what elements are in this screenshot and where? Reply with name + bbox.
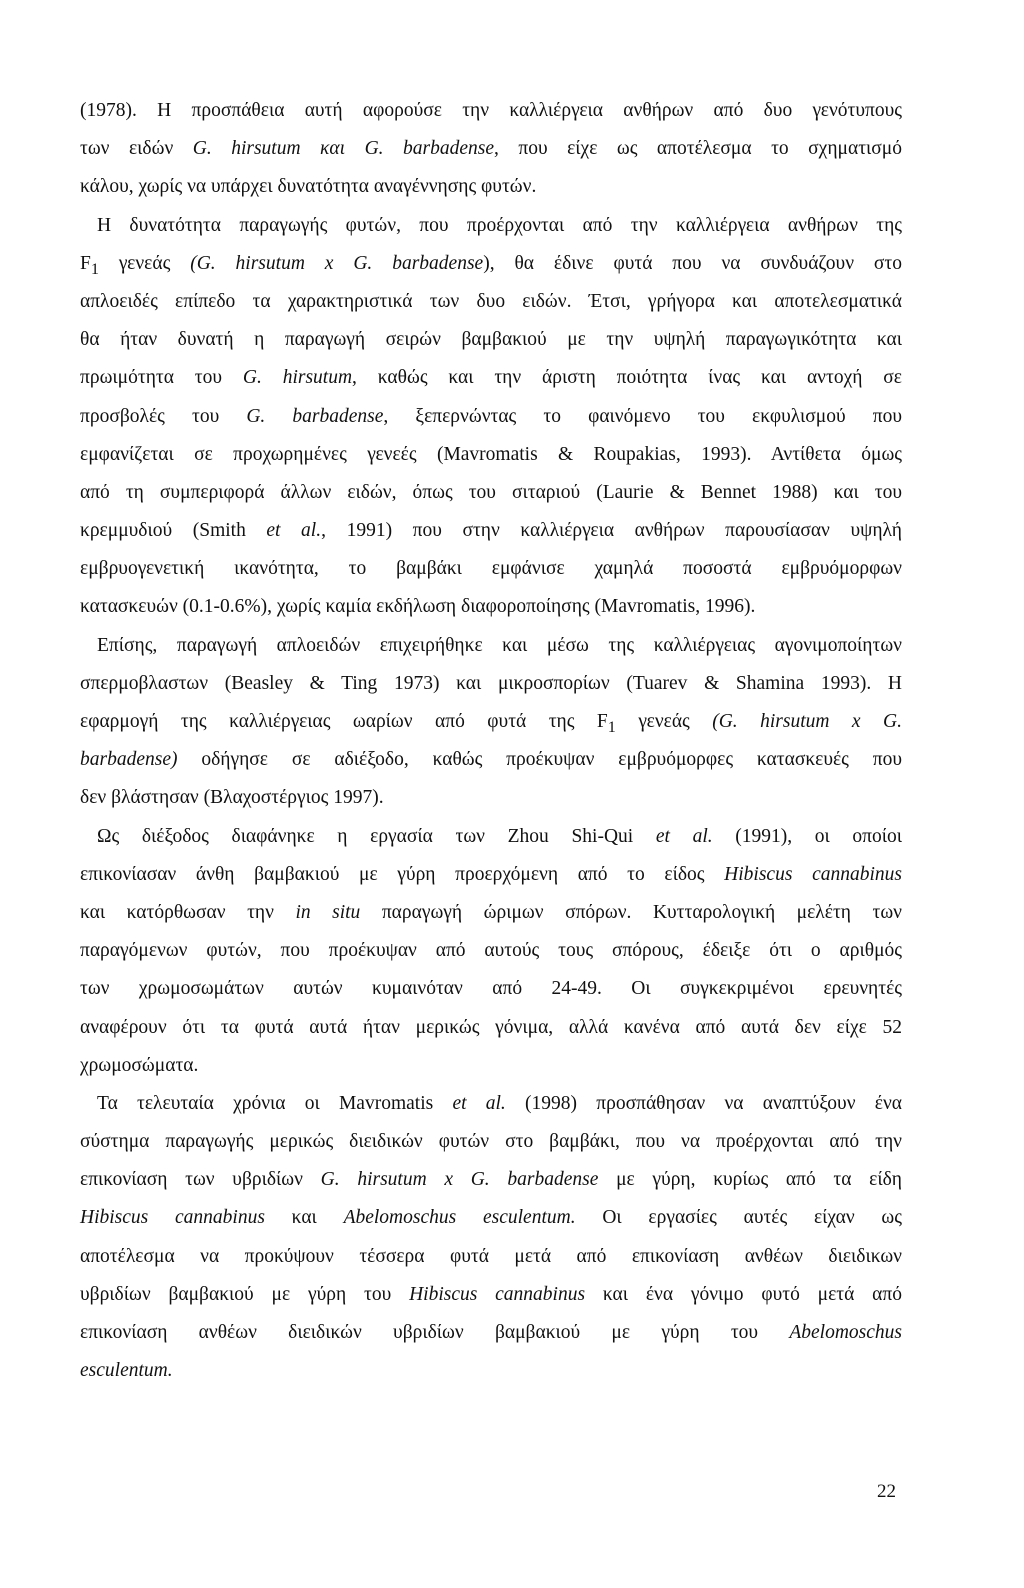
text-line: εμφανίζεται σε προχωρημένες γενεές (Mavromatis & Roupakias, 1993). Αντίθετα όμως [80,443,902,465]
text-line: προσβολές του G. barbadense, ξεπερνώντας το φαινόμενο του εκφυλισμού που [80,405,902,427]
text-line: εμβρυογενετική ικανότητα, το βαμβάκι εμφάνισε χαμηλά ποσοστά εμβρυόμορφων [80,558,902,580]
text-line: Η δυνατότητα παραγωγής φυτών, που προέρχονται από την καλλιέργεια ανθήρων της [97,214,902,236]
text-line: Ως διέξοδος διαφάνηκε η εργασία των Zhou Shi-Qui et al. (1991), οι οποίοι [97,825,903,847]
text-line: πρωιμότητα του G. hirsutum, καθώς και την άριστη ποιότητα ίνας και αντοχή σε [80,367,902,389]
text-line: κατασκευών (0.1-0.6%), χωρίς καμία εκδήλωση διαφοροποίησης (Mavromatis, 1996). [80,596,756,618]
italic-text: G. hirsutum x G. barbadense [320,1169,599,1191]
italic-text: Hibiscus cannabinus [80,1207,265,1229]
text-line: επικονίαση των υβριδίων G. hirsutum x G. barbadense με γύρη, κυρίως από τα είδη [80,1169,903,1191]
text-line: Τα τελευταία χρόνια οι Mavromatis et al. (1998) προσπάθησαν να αναπτύξουν ένα [97,1092,902,1114]
italic-text: G. hirsutum [192,138,301,160]
italic-text: (G. hirsutum x G. [712,711,902,732]
italic-text: in situ [295,901,361,923]
text-line: των χρωμοσωμάτων αυτών κυμαινόταν από 24-49. Οι συγκεκριμένοι ερευνητές [80,978,902,1000]
italic-text: barbadense) [80,749,178,771]
text-line: σύστημα παραγωγής μερικώς διειδικών φυτών στο βαμβάκι, που να προέρχονται από την [80,1131,902,1153]
subscript-text: 1 [607,717,616,736]
text-line [80,1352,902,1390]
text-line: (1978). Η προσπάθεια αυτή αφορούσε την καλλιέργεια ανθήρων από δυο γενότυπους [80,100,902,121]
text-line: αναφέρουν ότι τα φυτά αυτά ήταν μερικώς γόνιμα, αλλά κανένα από αυτά δεν είχε 52 [80,1016,902,1038]
body-text [80,92,902,1390]
text-line: barbadense) οδήγησε σε αδιέξοδο, καθώς προέκυψαν εμβρυόμορφες κατασκευές που [80,749,902,771]
text-line: παραγόμενων φυτών, που προέκυψαν από αυτούς τους σπόρους, έδειξε ότι ο αριθμός [80,940,902,962]
text-line: επικονίασαν άνθη βαμβακιού με γύρη προερχόμενη από το είδος Hibiscus cannabinus [80,863,902,885]
text-line: Hibiscus cannabinus και Abelomoschus esculentum. Οι εργασίες αυτές είχαν ως [80,1207,902,1229]
italic-text: G. barbadense [364,138,494,160]
text-line: απλοειδές επίπεδο τα χαρακτηριστικά των δυο ειδών. Έτσι, γρήγορα και αποτελεσματικά [80,290,902,312]
italic-text: G. hirsutum [242,367,353,389]
italic-text: Abelomoschus esculentum. [343,1207,576,1229]
page-number: 22 [877,1481,896,1502]
italic-text: esculentum. [80,1360,173,1382]
text-line: $F_1$ γενεάς (G. hirsutum x G. barbadense), θα έδινε φυτά που να συνδυάζουν στο [80,252,903,278]
italic-text: et al. [452,1092,506,1114]
italic-text: et al. [266,520,322,542]
subscript-text: 1 [90,259,99,278]
text-line: χρωμοσώματα. [80,1054,199,1076]
italic-text: Abelomoschus [789,1322,902,1343]
italic-text: G. barbadense [246,405,384,427]
text-line: δεν βλάστησαν (Βλαχοστέργιος 1997). [80,787,384,809]
italic-text: Hibiscus cannabinus [724,863,902,885]
italic-text: Hibiscus cannabinus [409,1283,586,1305]
text-line: από τη συμπεριφορά άλλων ειδών, όπως του σιταριού (Laurie & Bennet 1988) και του [80,481,902,503]
italic-text: (G. hirsutum x G. barbadense [190,252,484,274]
text-line: εφαρμογή της καλλιέργειας ωαρίων από φυτά της $F_1$ γενεάς (G. hirsutum x G. [80,711,902,736]
text-line: κάλου, χωρίς να υπάρχει δυνατότητα αναγέννησης φυτών. [80,176,537,198]
text-line: αποτέλεσμα να προκύψουν τέσσερα φυτά μετά από επικονίαση ανθέων διειδικων [80,1245,902,1267]
text-line: επικονίαση ανθέων διειδικών υβριδίων βαμβακιού με γύρη του Abelomoschus [80,1322,902,1343]
text-line: των ειδών G. hirsutum και G. barbadense, που είχε ως αποτέλεσμα το σχηματισμό [80,138,902,160]
text-line: σπερμοβλαστων (Beasley & Ting 1973) και μικροσπορίων (Tuarev & Shamina 1993). Η [80,672,902,694]
text-line: Επίσης, παραγωγή απλοειδών επιχειρήθηκε και μέσω της καλλιέργειας αγονιμοποίητων [97,634,902,656]
text-line: υβριδίων βαμβακιού με γύρη του Hibiscus cannabinus και ένα γόνιμο φυτό μετά από [80,1283,902,1305]
text-line: και κατόρθωσαν την in situ παραγωγή ώριμων σπόρων. Κυτταρολογική μελέτη των [80,901,902,923]
italic-text: και [320,138,346,160]
text-line: θα ήταν δυνατή η παραγωγή σειρών βαμβακιού με την υψηλή παραγωγικότητα και [80,329,902,351]
text-line: κρεμμυδιού (Smith et al., 1991) που στην καλλιέργεια ανθήρων παρουσίασαν υψηλή [80,520,902,542]
italic-text: et al. [655,825,713,847]
